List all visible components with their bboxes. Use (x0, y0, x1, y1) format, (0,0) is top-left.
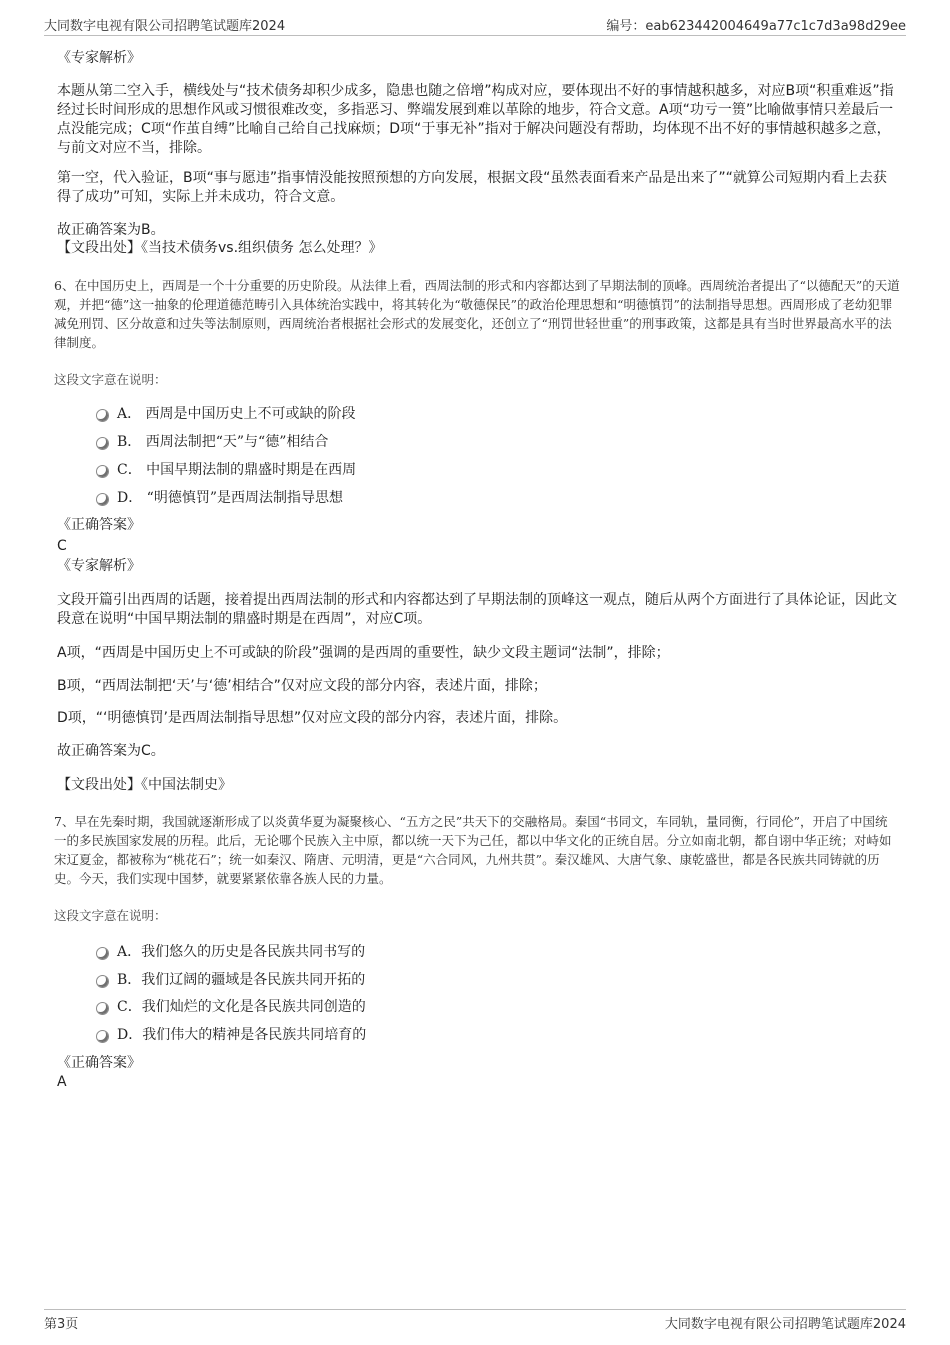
option-label: B．我们辽阔的疆域是各民族共同开拓的 (117, 972, 366, 988)
correct-answer-value: A (57, 1074, 67, 1090)
option-label: D．我们伟大的精神是各民族共同培育的 (117, 1027, 367, 1043)
radio-icon[interactable] (96, 465, 109, 478)
radio-icon[interactable] (96, 437, 109, 450)
analysis-paragraph: 本题从第二空入手，横线处与“技术债务却积少成多，隐患也随之倍增”构成对应，要体现出不好的事情越积越多，对应B项“积重难返”指经过长时间形成的思想作风或习惯很难改变，多指恶习、弊端发展到难以革除的地步，符合文意。A项“功亏一篑”比喻做事情只差最后一点没能完成；C项“作茧自缚”比喻自己给自己找麻烦；D项“于事无补”指对于解决问题没有帮助，均体现不出不好的事情越积越多之意，与前文对应不当，排除。 (57, 83, 894, 156)
page-number: 第3页 (44, 1317, 79, 1332)
analysis-paragraph: A项，“西周是中国历史上不可或缺的阶段”强调的是西周的重要性，缺少文段主题词“法制”，排除； (57, 645, 670, 661)
document-id: 编号：eab623442004649a77c1c7d3a98d29ee (606, 19, 906, 34)
option-b[interactable] (96, 431, 328, 451)
answer-statement: 故正确答案为B。 (57, 222, 165, 238)
option-label: C．我们灿烂的文化是各民族共同创造的 (117, 999, 366, 1015)
question-text: 7、早在先秦时期，我国就逐渐形成了以炎黄华夏为凝聚核心、“五方之民”共天下的交融格局。秦国“书同文，车同轨，量同衡，行同伦”，开启了中国统一的多民族国家发展的历程。此后，无论哪个民族入主中原，都以统一天下为己任，都以中华文化的正统自居。分立如南北朝，都自诩中华正统；对峙如宋辽夏金，都被称为“桃花石”；统一如秦汉、隋唐、元明清，更是“六合同风，九州共贯”。秦汉雄风、大唐气象、康乾盛世，都是各民族共同铸就的历史。今天，我们实现中国梦，就要紧紧依靠各族人民的力量。 (54, 814, 892, 886)
option-d[interactable] (96, 487, 343, 507)
header-title: 大同数字电视有限公司招聘笔试题库2024 (44, 19, 286, 34)
option-c[interactable] (96, 996, 366, 1016)
answer-statement: 故正确答案为C。 (57, 743, 165, 759)
header-divider (44, 35, 906, 36)
option-a[interactable] (96, 403, 356, 423)
radio-icon[interactable] (96, 947, 109, 960)
correct-answer-label: 《正确答案》 (57, 1055, 141, 1071)
radio-icon[interactable] (96, 409, 109, 422)
option-label: A．我们悠久的历史是各民族共同书写的 (117, 944, 366, 960)
radio-icon[interactable] (96, 493, 109, 506)
analysis-paragraph: 文段开篇引出西周的话题，接着提出西周法制的形式和内容都达到了早期法制的顶峰这一观点，随后从两个方面进行了具体论证，因此文段意在说明“中国早期法制的鼎盛时期是在西周”，对应C项。 (57, 592, 897, 627)
footer-divider (44, 1309, 906, 1310)
analysis-paragraph: 第一空，代入验证，B项“事与愿违”指事情没能按照预想的方向发展，根据文段“虽然表面看来产品是出来了”“就算公司短期内看上去获得了成功”可知，实际上并未成功，符合文意。 (57, 170, 887, 205)
question-text: 6、在中国历史上，西周是一个十分重要的历史阶段。从法律上看，西周法制的形式和内容都达到了早期法制的顶峰。西周统治者提出了“以德配天”的天道观，并把“德”这一抽象的伦理道德范畴引入具体统治实践中，将其转化为“敬德保民”的政治伦理思想和“明德慎罚”的法制指导思想。西周形成了老幼犯罪减免刑罚、区分故意和过失等法制原则，西周统治者根据社会形式的发展变化，还创立了“刑罚世轻世重”的刑事政策，这都是具有当时世界最高水平的法律制度。 (54, 278, 900, 350)
option-a[interactable] (96, 941, 365, 961)
option-label: A． 西周是中国历史上不可或缺的阶段 (117, 406, 356, 422)
analysis-paragraph: D项，“‘明德慎罚’是西周法制指导思想”仅对应文段的部分内容，表述片面，排除。 (57, 710, 568, 726)
option-label: B． 西周法制把“天”与“德”相结合 (117, 434, 329, 450)
question-prompt: 这段文字意在说明： (54, 372, 167, 387)
option-c[interactable] (96, 459, 356, 479)
option-d[interactable] (96, 1024, 366, 1044)
correct-answer-value: C (57, 538, 67, 554)
expert-analysis-label: 《专家解析》 (57, 50, 141, 66)
question-prompt: 这段文字意在说明： (54, 908, 167, 923)
source-citation: 【文段出处】《中国法制史》 (57, 777, 232, 793)
option-b[interactable] (96, 969, 365, 989)
radio-icon[interactable] (96, 1002, 109, 1015)
option-label: D． “明德慎罚”是西周法制指导思想 (117, 490, 343, 506)
source-citation: 【文段出处】《当技术债务vs.组织债务 怎么处理？》 (57, 240, 383, 256)
radio-icon[interactable] (96, 1030, 109, 1043)
expert-analysis-label: 《专家解析》 (57, 558, 141, 574)
footer-title: 大同数字电视有限公司招聘笔试题库2024 (664, 1317, 906, 1332)
correct-answer-label: 《正确答案》 (57, 517, 141, 533)
analysis-paragraph: B项，“西周法制把‘天’与‘德’相结合”仅对应文段的部分内容，表述片面，排除； (57, 678, 547, 694)
option-label: C． 中国早期法制的鼎盛时期是在西周 (117, 462, 357, 478)
radio-icon[interactable] (96, 975, 109, 988)
